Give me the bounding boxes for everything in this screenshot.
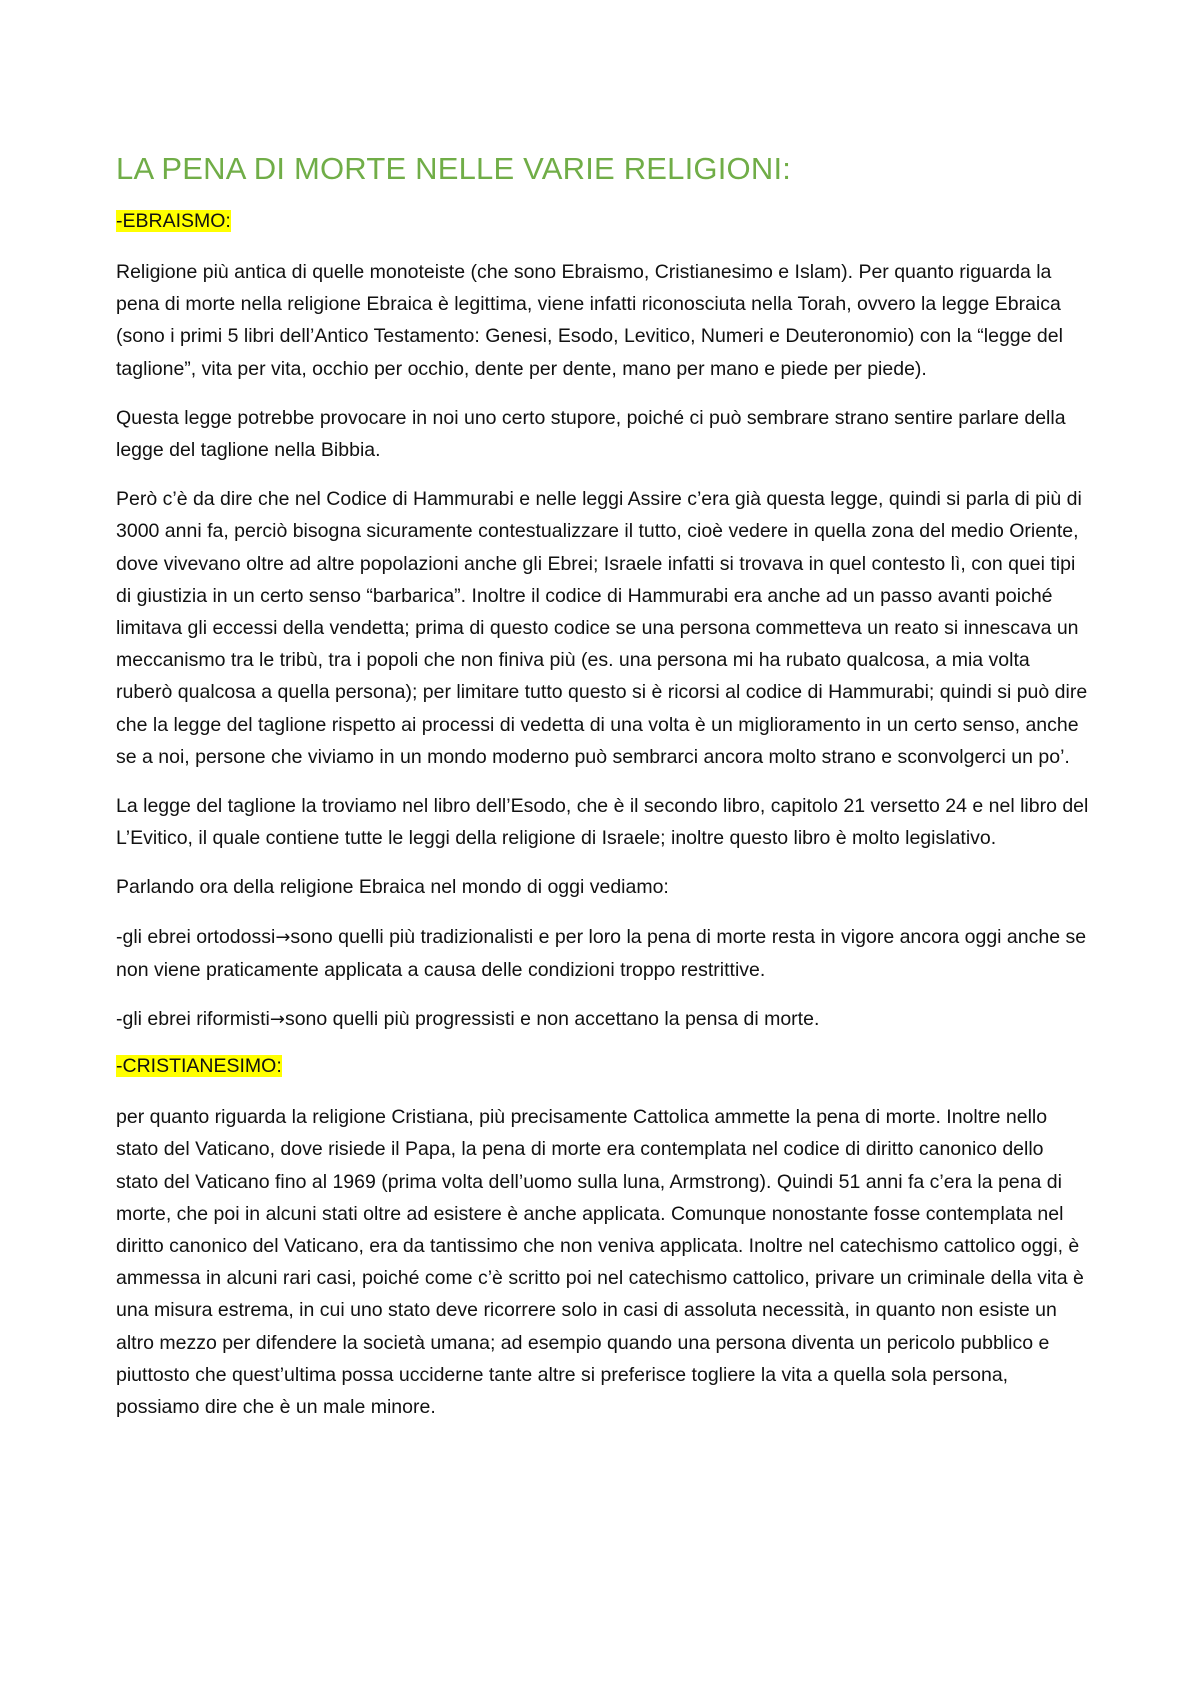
section-heading xyxy=(116,1053,1090,1079)
list-item-term: -gli ebrei ortodossi xyxy=(116,925,276,948)
section-heading-label: -CRISTIANESIMO: xyxy=(116,1055,282,1078)
paragraph: per quanto riguarda la religione Cristiana, più precisamente Cattolica ammette la pena di morte. Inoltre nello stato del Vaticano, dove risiede il Papa, la pena di morte era contemplata nel codice di diritto canonico dello stato del Vaticano fino al 1969 (prima volta dell’uomo sulla luna, Armstrong). Quindi 51 anni fa c’era la pena di morte, che poi in alcuni stati oltre ad esistere è anche applicata. Comunque nonostante fosse contemplata nel diritto canonico del Vaticano, era da tantissimo che non veniva applicata. Inoltre nel catechismo cattolico oggi, è ammessa in alcuni rari casi, poiché come c’è scritto poi nel catechismo cattolico, privare un criminale della vita è una misura estrema, in cui uno stato deve ricorrere solo in casi di assoluta necessità, in quanto non esiste un altro mezzo per difendere la società umana; ad esempio quando una persona diventa un pericolo pubblico e piuttosto che quest’ultima possa ucciderne tante altre si preferisce togliere la vita a quella sola persona, possiamo dire che è un male minore. xyxy=(116,1106,1084,1419)
list-item xyxy=(116,921,1090,986)
paragraph: Parlando ora della religione Ebraica nel mondo di oggi vediamo: xyxy=(116,876,669,899)
list-item-term: -gli ebrei riformisti xyxy=(116,1008,270,1031)
paragraph: Questa legge potrebbe provocare in noi uno certo stupore, poiché ci può sembrare strano sentire parlare della legge del taglione nella Bibbia. xyxy=(116,406,1066,462)
document-title: LA PENA DI MORTE NELLE VARIE RELIGIONI: xyxy=(116,151,792,186)
list-item-text: sono quelli più tradizionalisti e per loro la pena di morte resta in vigore ancora oggi anche se non viene praticamente applicata a causa delle condizioni troppo restrittive. xyxy=(116,925,1087,981)
paragraph: Però c’è da dire che nel Codice di Hammurabi e nelle leggi Assire c’era già questa legge, quindi si parla di più di 3000 anni fa, perciò bisogna sicuramente contestualizzare il tutto, cioè vedere in quella zona del medio Oriente, dove vivevano oltre ad altre popolazioni anche gli Ebrei; Israele infatti si trovava in quel contesto lì, con quei tipi di giustizia in un certo senso “barbarica”. Inoltre il codice di Hammurabi era anche ad un passo avanti poiché limitava gli eccessi della vendetta; prima di questo codice se una persona commetteva un reato si innescava un meccanismo tra le tribù, tra i popoli che non finiva più (es. una persona mi ha rubato qualcosa, a mia volta ruberò qualcosa a quella persona); per limitare tutto questo si è ricorsi al codice di Hammurabi; quindi si può dire che la legge del taglione rispetto ai processi di vedetta di una volta è un miglioramento in un certo senso, anche se a noi, persone che viviamo in un mondo moderno può sembrarci ancora molto strano e sconvolgerci un po’. xyxy=(116,488,1088,768)
list-item-text: sono quelli più progressisti e non accettano la pensa di morte. xyxy=(284,1008,820,1031)
section-cristianesimo xyxy=(116,1053,1090,1423)
section-heading xyxy=(116,208,1090,234)
right-arrow-icon: → xyxy=(269,1009,285,1031)
section-heading-label: -EBRAISMO: xyxy=(116,210,231,232)
list-item xyxy=(116,1003,1090,1036)
paragraph: La legge del taglione la troviamo nel libro dell’Esodo, che è il secondo libro, capitolo 21 versetto 24 e nel libro del L’Evitico, il quale contiene tutte le leggi della religione di Israele; inoltre questo libro è molto legislativo. xyxy=(116,795,1089,850)
paragraph: Religione più antica di quelle monoteiste (che sono Ebraismo, Cristianesimo e Islam). Per quanto riguarda la pena di morte nella religione Ebraica è legittima, viene infatti riconosciuta nella Torah, ovvero la legge Ebraica (sono i primi 5 libri dell’Antico Testamento: Genesi, Esodo, Levitico, Numeri e Deuteronomio) con la “legge del taglione”, vita per vita, occhio per occhio, dente per dente, mano per mano e piede per piede). xyxy=(116,261,1063,380)
section-ebraismo xyxy=(116,208,1090,1036)
right-arrow-icon: → xyxy=(275,926,291,948)
